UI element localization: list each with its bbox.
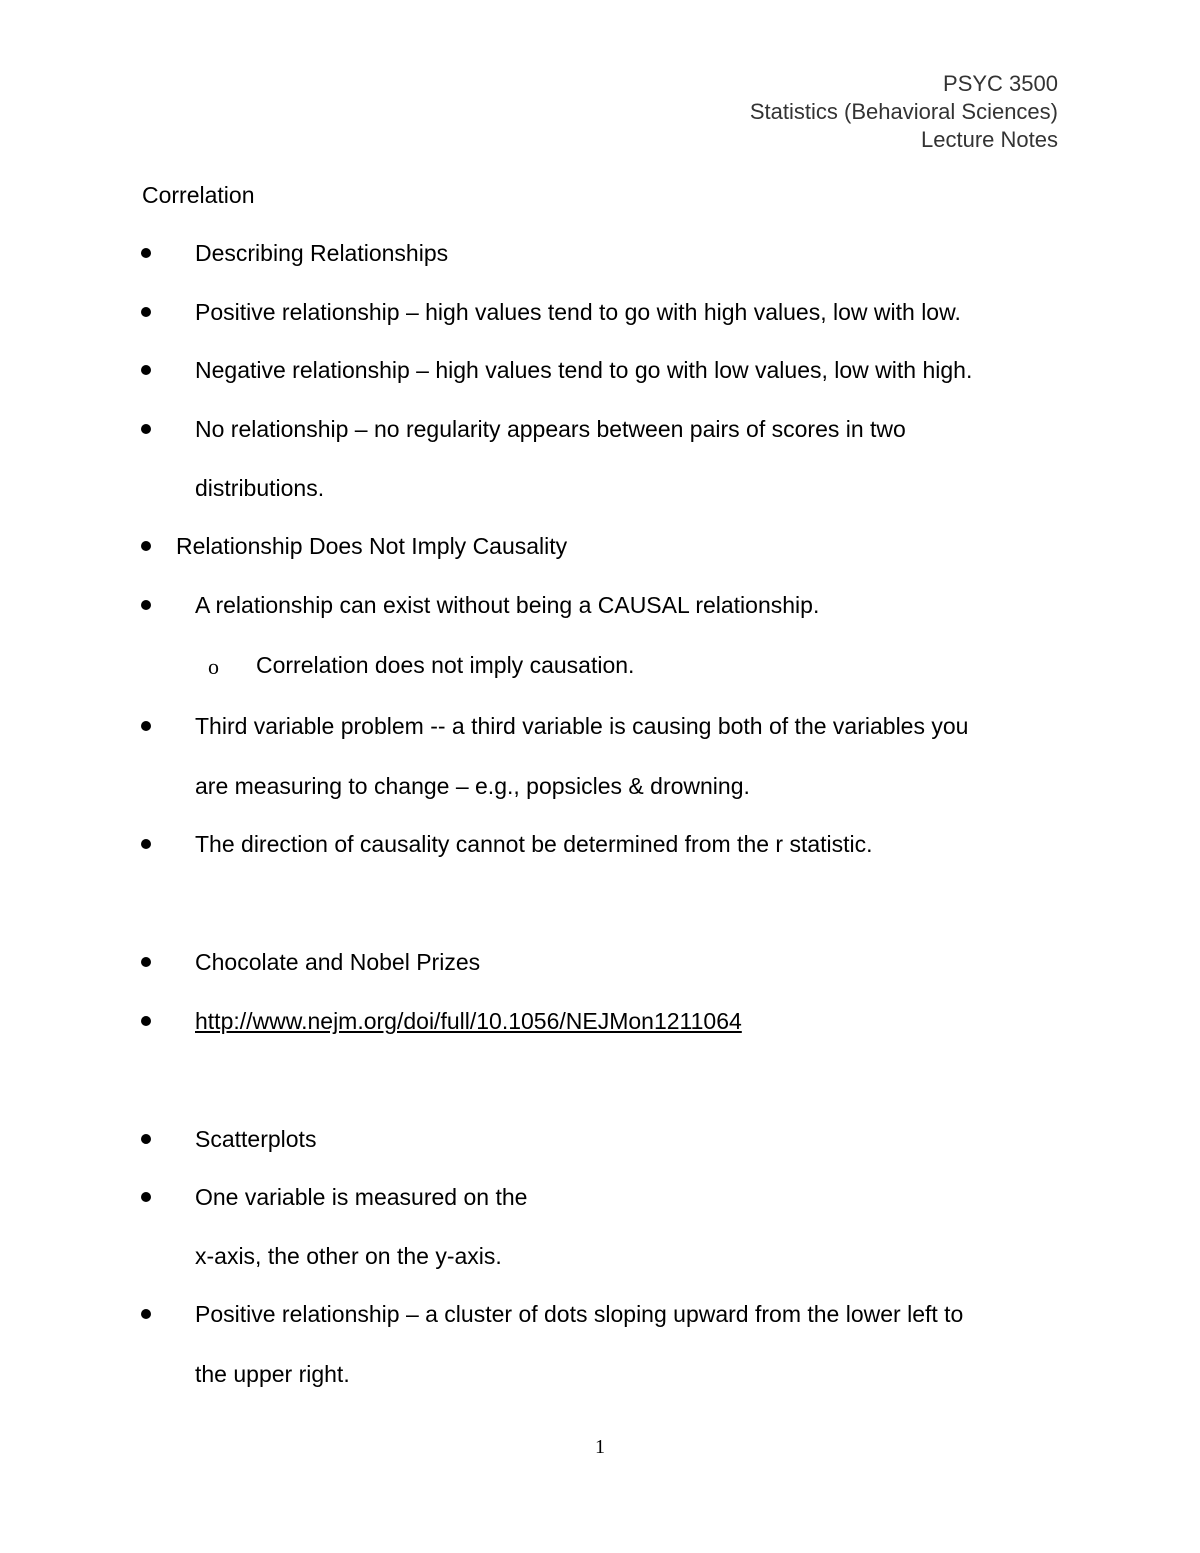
list-item-third-variable: Third variable problem -- a third variable is causing both of the variables you (195, 713, 969, 739)
bullet-icon (141, 1134, 151, 1144)
page-header (750, 70, 1058, 154)
bullet-icon (141, 248, 151, 258)
list-item-chocolate: Chocolate and Nobel Prizes (195, 949, 481, 975)
bullet-icon (141, 839, 151, 849)
course-code: PSYC 3500 (943, 71, 1058, 96)
list-item-negative: Negative relationship – high values tend to go with low values, low with high. (195, 357, 973, 383)
bullet-icon (141, 1192, 151, 1202)
page-number: 1 (595, 1436, 605, 1458)
sub-bullet-marker: o (208, 654, 219, 679)
list-item-third-variable-cont: are measuring to change – e.g., popsicles & drowning. (195, 773, 750, 799)
list-item-causal: A relationship can exist without being a CAUSAL relationship. (195, 592, 820, 618)
list-item-one-variable: One variable is measured on the (195, 1184, 528, 1210)
bullet-icon (141, 957, 151, 967)
bullet-icon (141, 1309, 151, 1319)
bullet-icon (141, 721, 151, 731)
list-item-positive: Positive relationship – high values tend to go with high values, low with low. (195, 299, 961, 325)
list-item-no-relationship: No relationship – no regularity appears between pairs of scores in two (195, 416, 906, 442)
section-title: Correlation (142, 182, 255, 208)
list-item-scatterplots: Scatterplots (195, 1126, 317, 1152)
bullet-icon (141, 424, 151, 434)
bullet-icon (141, 541, 151, 551)
nejm-link[interactable]: http://www.nejm.org/doi/full/10.1056/NEJMon1211064 (195, 1008, 742, 1034)
list-item-one-variable-cont: x-axis, the other on the y-axis. (195, 1243, 502, 1269)
course-subject: Statistics (Behavioral Sciences) (749, 99, 1058, 124)
list-item-direction: The direction of causality cannot be determined from the r statistic. (195, 831, 873, 857)
list-item-describing: Describing Relationships (195, 240, 449, 266)
bullet-icon (141, 600, 151, 610)
sub-item-correlation: Correlation does not imply causation. (256, 652, 635, 678)
bullet-icon (141, 1016, 151, 1026)
document-type: Lecture Notes (921, 127, 1058, 152)
list-item-causality: Relationship Does Not Imply Causality (176, 533, 568, 559)
list-item-positive-dots: Positive relationship – a cluster of dots sloping upward from the lower left to (195, 1301, 964, 1327)
bullet-icon (141, 307, 151, 317)
bullet-icon (141, 365, 151, 375)
list-item-no-relationship-cont: distributions. (195, 475, 325, 501)
list-item-positive-dots-cont: the upper right. (195, 1361, 350, 1387)
